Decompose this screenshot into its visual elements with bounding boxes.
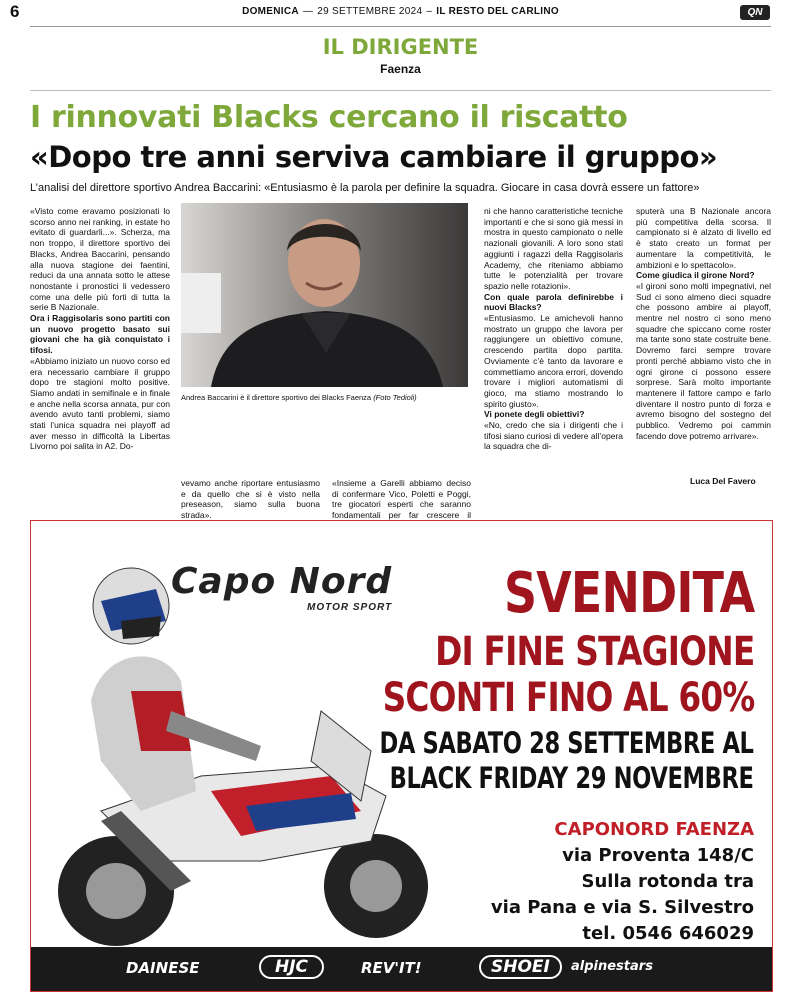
article-paragraph: «I gironi sono molti impegnativi, nel Sud ci sono almeno dieci squadre che possono ambire ai playoff, mentre nel nostro ci sono meno squadre che spiccano come roster ma tante sono state costruite bene. Dovremo farci sempre trovare pronti perché abbiamo visto che in ogni girone ci possono essere sorprese. Sarà molto importante mantenere il fattore campo e farlo diventare il nostro punto di forza e avremo bisogno del sostegno del pubblico. Vedremo poi cammin facendo dove potremo arrivare».: [636, 280, 771, 441]
article-signature: Luca Del Favero: [690, 476, 756, 486]
article-paragraph: «Insieme a Garelli abbiamo deciso di confermare Vico, Poletti e Poggi, tre giocatori esperti che saranno fondamentali per far crescere il: [332, 478, 471, 521]
brand-dainese: DAINESE: [126, 959, 200, 977]
article-paragraph: «Abbiamo iniziato un nuovo corso ed era necessario cambiare il gruppo dopo tre stagioni molto positive. Siamo andati in semifinale e in finale e anche nella scorsa annata, pur con avendo avuto tanti problemi, siamo stati l’unica squadra nei playoff ad aver messo in difficoltà la Libertas Livorno poi salita in A2. Do-: [30, 355, 170, 452]
page-number: 6: [10, 2, 20, 21]
article-question: Vi ponete degli obiettivi?: [484, 409, 585, 420]
brand-logo-strip: [31, 947, 772, 991]
brand-shoei: SHOEI: [479, 955, 562, 979]
header-publication: IL RESTO DEL CARLINO: [436, 6, 559, 17]
section-title: IL DIRIGENTE: [322, 35, 479, 59]
caponord-logo-text: Capo Nord: [171, 561, 393, 602]
article-photo: [181, 203, 468, 387]
caption-text: Andrea Baccarini è il direttore sportivo dei Blacks Faenza: [181, 393, 372, 402]
ad-date-line-2: BLACK FRIDAY 29 NOVEMBRE: [390, 761, 754, 795]
article-question: Ora i Raggisolaris sono partiti con un nuovo progetto basato sui giovani che ha già conquistato i tifosi.: [30, 313, 170, 356]
brand-alpinestars: alpinestars: [571, 959, 653, 974]
brand-revit: REV'IT!: [361, 959, 422, 977]
ad-store-name: CAPONORD FAENZA: [554, 819, 754, 840]
article-column-4: [636, 206, 771, 441]
header-date: 29 SETTEMBRE 2024: [317, 6, 423, 17]
article-question: Con quale parola definirebbe i nuovi Blacks?: [484, 291, 623, 313]
ad-headline-sconti: SCONTI FINO AL 60%: [382, 675, 754, 721]
caption-credit: (Foto Tedioli): [373, 393, 417, 402]
article-paragraph: «Visto come eravamo posizionati lo scorso anno nei ranking, in estate ho evitato di guardarli...». Scherza, ma non troppo, il direttore sportivo dei Blacks, Andrea Baccarini, pensando alla nuova stagione dei faentini, reduci da una annata sotto le attese nonostante i pronostici li vedessero come una delle più forti di tutta la serie B Nazionale.: [30, 206, 170, 313]
ad-headline-fine-stagione: DI FINE STAGIONE: [434, 629, 754, 675]
article-paragraph: ni che hanno caratteristiche tecniche importanti e che si sono già messi in mostra in questo campionato o nelle nazionali giovanili. A loro sono stati aggiunti i ragazzi della Raggisolaris Academy, che riteniamo abbiamo tutte le potenzialità per trovare spazio nelle rotazioni».: [484, 206, 623, 291]
ad-address-line: Sulla rotonda tra: [581, 871, 754, 892]
ad-address-line: via Proventa 148/C: [562, 845, 754, 866]
header-rule: [30, 26, 771, 27]
section-subtitle: Faenza: [380, 62, 421, 76]
brand-hjc: HJC: [259, 955, 324, 979]
article-paragraph: «Entusiasmo. Le amichevoli hanno mostrato un gruppo che lavora per raggiungere un obiettivo comune, crescendo partita dopo partita. Ovviamente c’è tanto da lavorare e commettiamo ancora errori, dovendo trovare i migliori automatismi di gioco, ma stiamo mostrando lo spirito giusto».: [484, 313, 623, 409]
ad-phone: tel. 0546 646029: [582, 923, 754, 944]
caponord-logo: [171, 561, 392, 613]
ad-headline-svendita: SVENDITA: [503, 561, 754, 626]
headline-lead: L’analisi del direttore sportivo Andrea Baccarini: «Entusiasmo è la parola per definire la squadra. Giocare in casa dovrà essere un fattore»: [30, 182, 700, 194]
advertisement[interactable]: [30, 520, 773, 992]
article-question: Come giudica il girone Nord?: [636, 270, 755, 281]
header-dash-2: –: [426, 6, 433, 17]
article-paragraph: sputerà una B Nazionale ancora più competitiva della scorsa. Il campionato si è alzato di livello ed è stato creato un format per aumentare la competitività, le ambizioni e lo spettacolo».: [636, 206, 771, 270]
caponord-logo-subtext: MOTOR SPORT: [307, 602, 393, 613]
section-rule: [30, 90, 771, 91]
headline-title: I rinnovati Blacks cercano il riscatto: [30, 100, 628, 135]
article-column-3b: [484, 206, 623, 452]
headline-subtitle: «Dopo tre anni serviva cambiare il gruppo»: [30, 140, 718, 174]
ad-date-line-1: DA SABATO 28 SETTEMBRE AL: [379, 726, 754, 760]
header-dash-1: —: [302, 6, 314, 17]
ad-address-line: via Pana e via S. Silvestro: [490, 897, 754, 918]
article-column-1: [30, 206, 170, 452]
qn-logo: QN: [740, 5, 770, 20]
article-paragraph: «No, credo che sia i dirigenti che i tifosi siano curiosi di vedere all’opera la squadra che di-: [484, 420, 623, 452]
running-header: [0, 6, 801, 17]
header-day: DOMENICA: [242, 6, 299, 17]
article-paragraph: vevamo anche riportare entusiasmo e da quello che si è visto nella preseason, siamo sulla buona strada».: [181, 478, 320, 521]
photo-caption: [181, 393, 417, 402]
